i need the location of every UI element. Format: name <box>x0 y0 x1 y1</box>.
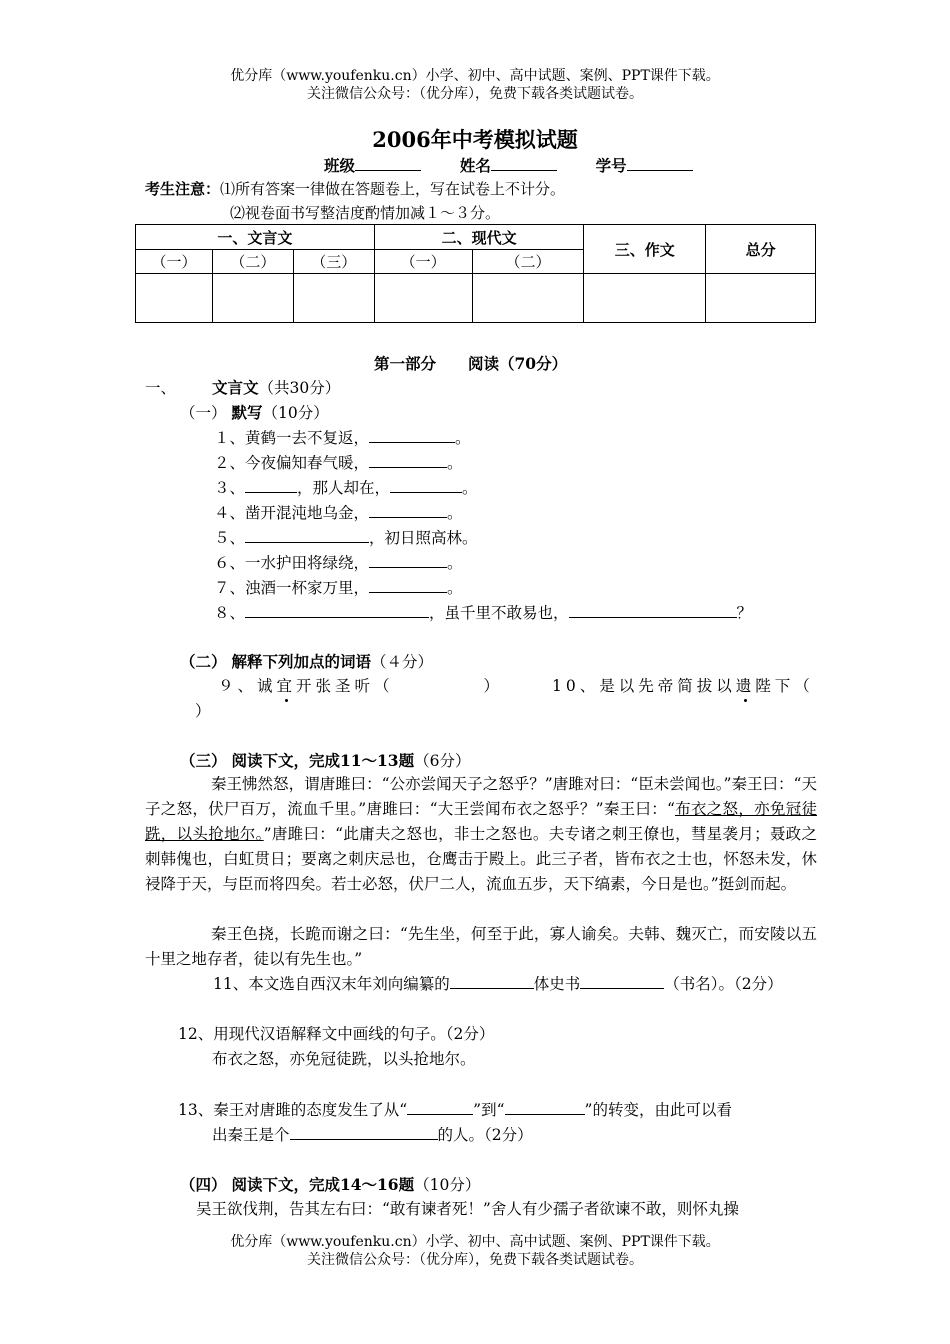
sub-header: （二） <box>212 250 293 274</box>
q5-end: ，初日照高林。 <box>369 529 478 547</box>
dictation-q7 <box>214 576 463 598</box>
q11-text: 11、本文选自西汉末年刘向编纂的 <box>213 975 450 993</box>
sub4-heading <box>180 1173 480 1195</box>
answer-blank[interactable] <box>407 1100 473 1115</box>
part1-title: 阅读（70分） <box>468 354 568 373</box>
dictation-q4 <box>214 501 463 523</box>
col-total: 总分 <box>706 225 816 274</box>
answer-blank[interactable] <box>580 974 664 989</box>
class-label: 班级 <box>324 156 356 175</box>
score-cell[interactable] <box>212 274 293 323</box>
name-blank[interactable] <box>491 156 557 171</box>
sub2-points: （４分） <box>370 653 433 671</box>
part1-heading <box>374 352 567 374</box>
q13-line1 <box>178 1098 732 1120</box>
q8-text: ８、 <box>214 604 246 622</box>
passage-underlined-sentence: 布衣之怒，亦免冠徒跣，以头抢地尔。 <box>145 800 817 843</box>
sub4-title: 阅读下文，完成14～16题 <box>231 1175 415 1194</box>
sub1-num: （一） <box>180 404 227 422</box>
q12-quote: 布衣之怒，亦免冠徒跣，以头抢地尔。 <box>212 1050 476 1068</box>
group-classical: 一、文言文 <box>136 225 375 250</box>
q1-end: 。 <box>455 429 471 447</box>
student-fields <box>324 154 693 176</box>
q3-mid: ，那人却在， <box>297 479 391 497</box>
sub3-points: （6分） <box>414 752 471 770</box>
name-label: 姓名 <box>459 156 491 175</box>
sub1-points: （10分） <box>262 404 329 422</box>
q5-text: ５、 <box>214 529 246 547</box>
col-essay: 三、作文 <box>584 225 706 274</box>
site-header-line1: 优分库（www.youfenku.cn）小学、初中、高中试题、案例、PPT课件下载。 <box>230 68 720 84</box>
q13-line2 <box>212 1123 533 1145</box>
q8-mid: ，虽千里不敢易也， <box>429 604 569 622</box>
q10-text: 10、是以先帝简拔以 <box>552 677 736 695</box>
q8-end: ？ <box>736 604 753 622</box>
passage-para1 <box>145 772 817 897</box>
sub3-heading <box>180 749 470 771</box>
answer-blank[interactable] <box>245 603 429 618</box>
q11-end: （书名）。（2分） <box>664 975 783 993</box>
sub2-num: （二） <box>180 652 227 671</box>
passage-text: 秦王怫然怒，谓唐雎曰：“公亦尝闻天子之怒乎？”唐雎对曰：“臣未尝闻也。”秦王曰：“天子之怒，伏尸百万，流血千里。”唐雎曰：“大王尝闻布衣之怒乎？”秦王曰：“ <box>145 775 817 818</box>
q7-text: ７、浊酒一杯家万里， <box>214 579 370 597</box>
passage-text: ”唐雎曰：“此庸夫之怒也，非士之怒也。夫专诸之刺王僚也，彗星袭月；聂政之刺韩傀也，白虹贯日；要离之刺庆忌也，仓鹰击于殿上。此三子者，皆布衣之士也，怀怒未发，休祲降于天，与臣而将四矣。若士必怒，伏尸二人，流血五步，天下缟素，今日是也。”挺剑而起。 <box>145 825 817 893</box>
q13-text3: ”的转变，由此可以看 <box>584 1101 732 1119</box>
notice-item1: ⑴所有答案一律做在答题卷上，写在试卷上不计分。 <box>220 180 566 198</box>
sub4-num: （四） <box>180 1175 227 1194</box>
dictation-q5 <box>214 526 478 548</box>
score-cell[interactable] <box>136 274 213 323</box>
id-blank[interactable] <box>627 156 693 171</box>
q13-end: 的人。（2分） <box>437 1126 533 1144</box>
q9-text2: 开张圣听（ <box>296 677 394 695</box>
page-title: 2006年中考模拟试题 <box>372 127 578 152</box>
part1-label: 第一部分 <box>374 354 437 373</box>
sub-header: （三） <box>293 250 374 274</box>
dictation-q6 <box>214 551 463 573</box>
answer-blank[interactable] <box>290 1125 438 1140</box>
group-modern: 二、现代文 <box>374 225 584 250</box>
q6-text: ６、一水护田将绿绕， <box>214 554 370 572</box>
site-footer-line1: 优分库（www.youfenku.cn）小学、初中、高中试题、案例、PPT课件下载。 <box>230 1234 720 1250</box>
answer-blank[interactable] <box>369 578 447 593</box>
answer-blank[interactable] <box>369 453 447 468</box>
sub-header: （二） <box>472 250 584 274</box>
answer-blank[interactable] <box>245 478 297 493</box>
id-label: 学号 <box>595 156 627 175</box>
answer-blank[interactable] <box>390 478 462 493</box>
dictation-q8 <box>214 601 752 623</box>
sub-header: （一） <box>374 250 472 274</box>
q2-text: ２、今夜偏知春气暖， <box>214 454 370 472</box>
sub3-num: （三） <box>180 751 227 770</box>
section1-num: 一、 <box>145 379 177 397</box>
q10 <box>552 674 814 696</box>
notice-line1 <box>145 178 565 199</box>
q11 <box>145 972 817 997</box>
score-cell[interactable] <box>706 274 816 323</box>
q13-text2: ”到“ <box>473 1101 505 1119</box>
q10-dotted-word: 遗 <box>736 674 756 696</box>
score-cell[interactable] <box>584 274 706 323</box>
answer-blank[interactable] <box>245 528 369 543</box>
notice-label: 考生注意： <box>145 180 221 198</box>
answer-blank[interactable] <box>369 553 447 568</box>
site-header-line2: 关注微信公众号：（优分库），免费下载各类试题试卷。 <box>307 86 643 102</box>
q9-end: ） <box>483 677 504 695</box>
sub-header: （一） <box>136 250 213 274</box>
section1-points: （共30分） <box>258 379 341 397</box>
notice-item2: ⑵视卷面书写整洁度酌情加减１～３分。 <box>230 204 501 222</box>
sub1-title: 默写 <box>231 403 263 422</box>
q3-end: 。 <box>462 479 478 497</box>
section1-heading <box>212 376 340 398</box>
sub3-title: 阅读下文，完成11～13题 <box>231 751 415 770</box>
q9-text: ９、诚 <box>218 677 277 695</box>
q13-text4: 出秦王是个 <box>212 1126 290 1144</box>
q10-text2: 陛下（ <box>755 677 814 695</box>
q12-text: 12、用现代汉语解释文中画线的句子。（2分） <box>178 1025 495 1043</box>
sub2-heading <box>180 650 433 672</box>
q1-text: １、黄鹤一去不复返， <box>214 429 370 447</box>
sub2-title: 解释下列加点的词语 <box>231 652 371 671</box>
site-footer-line2: 关注微信公众号：（优分库），免费下载各类试题试卷。 <box>307 1252 643 1268</box>
q3-text: ３、 <box>214 479 246 497</box>
q4-text: ４、凿开混沌地乌金， <box>214 504 370 522</box>
score-table <box>135 224 816 323</box>
q10-end: ） <box>195 702 211 720</box>
q7-end: 。 <box>447 579 463 597</box>
answer-blank[interactable] <box>450 974 534 989</box>
passage-para2: 秦王色挠，长跪而谢之曰：“先生坐，何至于此，寡人谕矣。夫韩、魏灭亡，而安陵以五十里之地存者，徒以有先生也。” <box>145 925 817 968</box>
score-cell[interactable] <box>293 274 374 323</box>
q11-text2: 体史书 <box>533 975 581 993</box>
q2-end: 。 <box>447 454 463 472</box>
answer-blank[interactable] <box>369 503 447 518</box>
score-cell[interactable] <box>374 274 472 323</box>
q9 <box>218 674 503 696</box>
q9-dotted-word: 宜 <box>277 674 297 696</box>
dictation-q3 <box>214 476 478 498</box>
dictation-q1 <box>214 426 471 448</box>
passage2-text: 吴王欲伐荆，告其左右曰：“敢有谏者死！”舍人有少孺子者欲谏不敢，则怀丸操 <box>196 1200 739 1218</box>
answer-blank[interactable] <box>369 428 455 443</box>
sub4-points: （10分） <box>414 1176 481 1194</box>
sub1-heading <box>180 401 329 423</box>
dictation-q2 <box>214 451 463 473</box>
q6-end: 。 <box>447 554 463 572</box>
class-blank[interactable] <box>355 156 421 171</box>
section1-title: 文言文 <box>212 378 259 397</box>
q4-end: 。 <box>447 504 463 522</box>
score-cell[interactable] <box>472 274 584 323</box>
q13-text: 13、秦王对唐雎的态度发生了从“ <box>178 1101 408 1119</box>
answer-blank[interactable] <box>569 603 737 618</box>
answer-blank[interactable] <box>505 1100 585 1115</box>
